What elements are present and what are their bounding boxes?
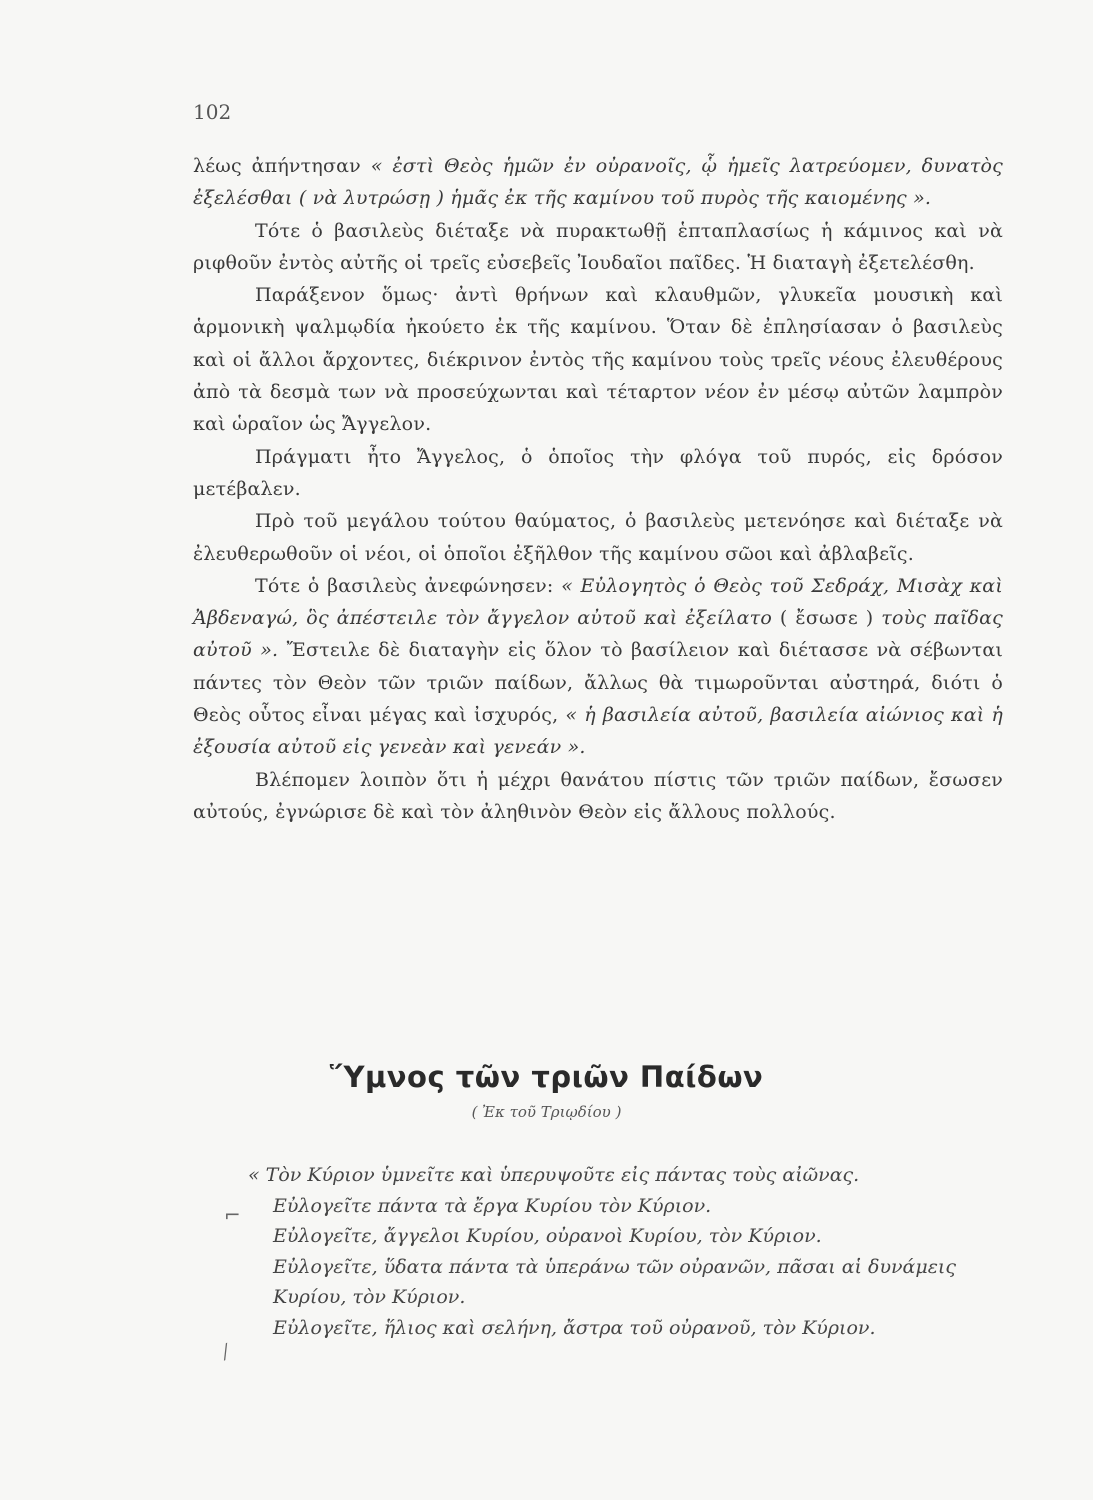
text-run: Τότε ὁ βασιλεὺς ἀνεφώνησεν: bbox=[255, 574, 562, 597]
verse-line: « Τὸν Κύριον ὑμνεῖτε καὶ ὑπερυψοῦτε εἰς πάντας τοὺς αἰῶνας. bbox=[248, 1164, 860, 1186]
pencil-mark-icon: ⁄ bbox=[219, 1340, 233, 1364]
paragraph-4 bbox=[193, 441, 1003, 506]
body-text bbox=[193, 150, 1003, 828]
paragraph-7 bbox=[193, 764, 1003, 829]
verse-line: Εὐλογεῖτε, ἥλιος καὶ σελήνη, ἄστρα τοῦ οὐρανοῦ, τὸν Κύριον. bbox=[273, 1316, 876, 1339]
quote-run: « ἐστὶ Θεὸς ἡμῶν ἐν οὐρανοῖς, ᾧ ἡμεῖς λατρεύομεν, δυνατὸς ἐξελέσθαι ( νὰ λυτρώσῃ ) ἡμᾶς ἐκ τῆς καμίνου τοῦ πυρὸς τῆς καιομένης ». bbox=[193, 155, 1003, 210]
verse-line: Εὐλογεῖτε πάντα τὰ ἔργα Κυρίου τὸν Κύριον. bbox=[273, 1194, 712, 1217]
text-run: Πράγματι ἦτο Ἄγγελος, ὁ ὁποῖος τὴν φλόγα τοῦ πυρός, εἰς δρόσον μετέβαλεν. bbox=[193, 445, 1003, 500]
paragraph-6 bbox=[193, 570, 1003, 764]
text-run: Πρὸ τοῦ μεγάλου τούτου θαύματος, ὁ βασιλεὺς μετενόησε καὶ διέταξε νὰ ἐλευθερωθοῦν οἱ νέοι, οἱ ὁποῖοι ἐξῆλθον τῆς καμίνου σῶοι καὶ ἀβλαβεῖς. bbox=[193, 510, 1003, 565]
hymn-verses bbox=[248, 1160, 968, 1344]
paragraph-2 bbox=[193, 215, 1003, 280]
text-run: Ἔστειλε δὲ διαταγὴν εἰς ὅλον τὸ βασίλειον καὶ διέτασσε νὰ σέβωνται πάντες τὸν Θεὸν τῶν τριῶν παίδων, ἄλλως θὰ τιμωροῦνται αὐστηρά, διότι ὁ Θεὸς οὗτος εἶναι μέγας καὶ ἰσχυρός, bbox=[193, 639, 1004, 727]
page-number: 102 bbox=[193, 100, 232, 124]
quote-run: « Εὐλογητὸς ὁ Θεὸς τοῦ Σεδράχ, Μισὰχ καὶ Ἀβδεναγώ, ὃς ἀπέστειλε τὸν ἄγγελον αὐτοῦ καὶ ἐξείλατο bbox=[193, 574, 1003, 630]
verse-line: Εὐλογεῖτε, ὕδατα πάντα τὰ ὑπεράνω τῶν οὐρανῶν, πᾶσαι αἱ δυνάμεις Κυρίου, τὸν Κύριον. bbox=[273, 1255, 957, 1309]
hymn-title: Ὕμνος τῶν τριῶν Παίδων bbox=[329, 1060, 764, 1094]
hymn-source: ( Ἐκ τοῦ Τριῳδίου ) bbox=[471, 1103, 622, 1121]
verse-line: Εὐλογεῖτε, ἄγγελοι Κυρίου, οὐρανοὶ Κυρίου, τὸν Κύριον. bbox=[273, 1225, 822, 1248]
quote-run: τοὺς παῖδας αὐτοῦ ». bbox=[193, 607, 1004, 662]
pencil-mark-icon: ⌐ bbox=[224, 1203, 241, 1227]
text-run: Βλέπομεν λοιπὸν ὅτι ἡ μέχρι θανάτου πίστις τῶν τριῶν παίδων, ἔσωσεν αὐτούς, ἐγνώρισε δὲ καὶ τὸν ἀληθινὸν Θεὸν εἰς ἄλλους πολλούς. bbox=[193, 768, 1003, 823]
paragraph-1 bbox=[193, 150, 1003, 215]
text-run: λέως ἀπήντησαν bbox=[193, 155, 371, 177]
text-run: Τότε ὁ βασιλεὺς διέταξε νὰ πυρακτωθῇ ἑπταπλασίως ἡ κάμινος καὶ νὰ ριφθοῦν ἐντὸς αὐτῆς οἱ τρεῖς εὐσεβεῖς Ἰουδαῖοι παῖδες. Ἡ διαταγὴ ἐξετελέσθη. bbox=[193, 219, 1003, 274]
paragraph-3 bbox=[193, 279, 1003, 440]
text-run: Παράξενον ὅμως· ἀντὶ θρήνων καὶ κλαυθμῶν, γλυκεῖα μουσικὴ καὶ ἁρμονικὴ ψαλμῳδία ἠκούετο ἐκ τῆς καμίνου. Ὅταν δὲ ἐπλησίασαν ὁ βασιλεὺς καὶ οἱ ἄλλοι ἄρχοντες, διέκρινον ἐντὸς τῆς καμίνου τοὺς τρεῖς νέους ἐλευθέρους ἀπὸ τὰ δεσμὰ των νὰ προσεύχωνται καὶ τέταρτον νέον ἐν μέσῳ αὐτῶν λαμπρὸν καὶ ὡραῖον ὡς Ἄγγελον. bbox=[193, 284, 1003, 436]
quote-run: « ἡ βασιλεία αὐτοῦ, βασιλεία αἰώνιος καὶ ἡ ἐξουσία αὐτοῦ εἰς γενεὰν καὶ γενεάν ». bbox=[193, 704, 1003, 759]
paragraph-5 bbox=[193, 505, 1003, 570]
text-run: ( ἔσωσε ) bbox=[772, 607, 882, 630]
